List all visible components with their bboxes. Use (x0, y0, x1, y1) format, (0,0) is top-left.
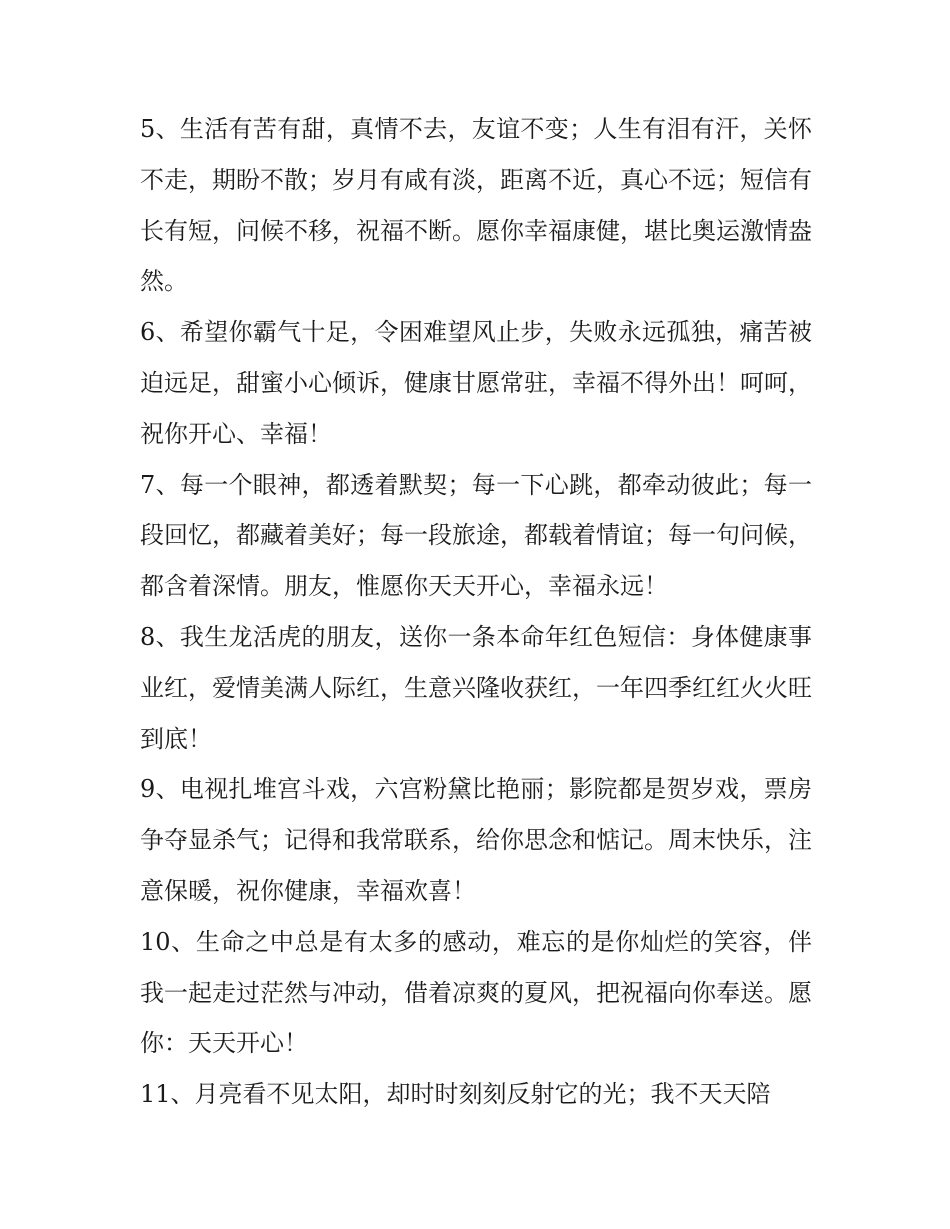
paragraph-6: 6、希望你霸气十足，令困难望风止步，失败永远孤独，痛苦被迫远足，甜蜜小心倾诉，健康甘愿常驻，幸福不得外出！呵呵，祝你开心、幸福！ (140, 318, 812, 448)
paragraph-8: 8、我生龙活虎的朋友，送你一条本命年红色短信：身体健康事业红，爱情美满人际红，生意兴隆收获红，一年四季红红火火旺到底！ (140, 622, 812, 753)
paragraph-9: 9、电视扎堆宫斗戏，六宫粉黛比艳丽；影院都是贺岁戏，票房争夺显杀气；记得和我常联系，给你思念和惦记。周末快乐，注意保暖，祝你健康，幸福欢喜！ (140, 775, 812, 905)
paragraph-11: 11、月亮看不见太阳，却时时刻刻反射它的光；我不天天陪 (140, 1080, 771, 1109)
paragraph-5: 5、生活有苦有甜，真情不去，友谊不变；人生有泪有汗，关怀不走，期盼不散；岁月有咸有淡，距离不近，真心不远；短信有长有短，问候不移，祝福不断。愿你幸福康健，堪比奥运激情盎然。 (140, 115, 812, 296)
document-page (140, 104, 812, 1120)
paragraph-7: 7、每一个眼神，都透着默契；每一下心跳，都牵动彼此；每一段回忆，都藏着美好；每一段旅途，都载着情谊；每一句问候，都含着深情。朋友，惟愿你天天开心，幸福永远！ (140, 470, 812, 601)
paragraph-10: 10、生命之中总是有太多的感动，难忘的是你灿烂的笑容，伴我一起走过茫然与冲动，借着凉爽的夏风，把祝福向你奉送。愿你：天天开心！ (140, 927, 812, 1058)
